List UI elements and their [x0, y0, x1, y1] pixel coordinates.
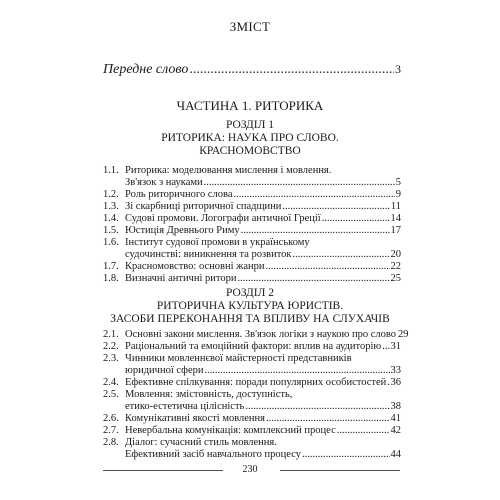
toc-entry — [103, 389, 401, 413]
part-title: ЧАСТИНА 1. РИТОРИКА — [176, 98, 324, 113]
entry-page: 41 — [390, 413, 401, 424]
toc-entry — [103, 201, 401, 213]
toc-entry — [103, 425, 401, 437]
toc-entry — [103, 377, 401, 389]
foreword-entry — [103, 62, 401, 78]
foreword-page: 3 — [395, 62, 401, 76]
entry-number: 2.4. — [103, 377, 119, 388]
dot-leader — [387, 377, 389, 389]
toc-entry — [103, 437, 401, 461]
entry-title-line: Комунікативні якості мовлення — [125, 413, 266, 424]
toc-entry — [103, 165, 401, 189]
entry-page: 38 — [390, 401, 401, 412]
entry-page: 17 — [390, 225, 401, 236]
entry-title-line: Основні закони мислення. Зв'язок логіки з наукою про слово — [125, 329, 397, 340]
entry-page: 5 — [395, 177, 401, 188]
dot-leader — [237, 273, 389, 285]
entry-number: 1.2. — [103, 189, 119, 200]
chapter1-title-line: КРАСНОМОВСТВО — [199, 145, 301, 157]
entry-number: 2.2. — [103, 341, 119, 352]
entry-title-line: Роль риторичного слова — [125, 189, 233, 200]
dot-leader — [233, 189, 394, 201]
entry-number: 1.4. — [103, 213, 119, 224]
chapter1-heading — [0, 119, 500, 158]
toc-entry — [103, 353, 401, 377]
toc-entry — [103, 273, 401, 285]
entry-title-line: етико-естетична цілісність — [125, 401, 245, 412]
chapter2-entries — [103, 329, 409, 461]
entry-title-line: Зв'язок з науками — [125, 177, 203, 188]
toc-entry — [103, 329, 409, 341]
entry-number: 2.3. — [103, 353, 119, 364]
entry-number: 2.8. — [103, 437, 119, 448]
entry-page: 25 — [390, 273, 401, 284]
foreword-label: Передне слово — [103, 62, 189, 77]
entry-page: 29 — [398, 329, 409, 340]
entry-title-line: Судові промови. Логографи античної Греції — [125, 213, 321, 224]
entry-page: 14 — [390, 213, 401, 224]
dot-leader — [241, 225, 390, 237]
entry-number: 2.7. — [103, 425, 119, 436]
entry-title-line: Риторика: моделювання мислення і мовлення. — [125, 165, 332, 176]
dot-leader — [204, 177, 395, 189]
toc-entry — [103, 341, 401, 353]
entry-number: 2.5. — [103, 389, 119, 400]
entry-title-line: Ефективний засіб навчального процесу — [125, 449, 301, 460]
entry-page: 11 — [390, 201, 401, 212]
dot-leader — [337, 425, 390, 437]
entry-title-line: юридичної сфери — [125, 365, 204, 376]
entry-page: 36 — [390, 377, 401, 388]
entry-title-line: Мовлення: змістовність, доступність, — [125, 389, 293, 400]
dot-leader — [266, 413, 389, 425]
entry-page: 20 — [390, 249, 401, 260]
entry-page: 33 — [390, 365, 401, 376]
chapter2-title-line: ЗАСОБИ ПЕРЕКОНАННЯ ТА ВПЛИВУ НА СЛУХАЧІВ — [110, 313, 390, 325]
entry-title-line: Невербальна комунікація: комплексний процес — [125, 425, 336, 436]
entry-title-line: Красномовство: основні жанри — [125, 261, 265, 272]
toc-entry — [103, 213, 401, 225]
dot-leader — [266, 261, 390, 273]
entry-title-line: Раціональний та емоційний фактори: вплив на аудиторію — [125, 341, 382, 352]
entry-number: 1.3. — [103, 201, 119, 212]
chapter1-title-line: РИТОРИКА: НАУКА ПРО СЛОВО. — [161, 132, 339, 144]
entry-number: 1.7. — [103, 261, 119, 272]
entry-title-line: судочинстві: виникнення та розвиток — [125, 249, 292, 260]
dot-leader — [293, 249, 390, 261]
chapter2-heading — [0, 287, 500, 326]
chapter1-label: РОЗДІЛ 1 — [226, 119, 274, 131]
entry-number: 1.8. — [103, 273, 119, 284]
chapter1-entries — [103, 165, 401, 285]
dot-leader — [282, 201, 389, 213]
toc-entry — [103, 237, 401, 261]
entry-number: 2.1. — [103, 329, 119, 340]
page-number: 230 — [242, 464, 258, 475]
entry-page: 22 — [390, 261, 401, 272]
entry-number: 1.6. — [103, 237, 119, 248]
entry-title-line: Чинники мовленнєвої майстерності представників — [125, 353, 352, 364]
entry-page: 31 — [390, 341, 401, 352]
footer-rule-right — [280, 470, 400, 471]
entry-title-line: Юстиція Древнього Риму — [125, 225, 240, 236]
entry-page: 9 — [395, 189, 401, 200]
dot-leader — [382, 341, 389, 353]
dot-leader — [322, 213, 390, 225]
entry-title-line: Діалог: сучасний стиль мовлення. — [125, 437, 277, 448]
page-title: ЗМІСТ — [229, 19, 271, 34]
toc-entry — [103, 189, 401, 201]
toc-entry — [103, 225, 401, 237]
chapter2-title-line: РИТОРИЧНА КУЛЬТУРА ЮРИСТІВ. — [156, 300, 344, 312]
dot-leader — [205, 365, 390, 377]
dot-leader — [245, 401, 389, 413]
entry-number: 2.6. — [103, 413, 119, 424]
entry-title-line: Ефективне спілкування: поради популярних особистостей — [125, 377, 387, 388]
entry-number: 1.5. — [103, 225, 119, 236]
toc-entry — [103, 413, 401, 425]
dot-leader — [302, 449, 390, 461]
entry-title-line: Зі скарбниці риторичної спадщини — [125, 201, 282, 212]
entry-number: 1.1. — [103, 165, 119, 176]
entry-page: 42 — [390, 425, 401, 436]
dot-leader — [189, 62, 394, 78]
entry-page: 44 — [390, 449, 401, 460]
entry-title-line: Інститут судової промови в українському — [125, 237, 310, 248]
chapter2-label: РОЗДІЛ 2 — [226, 287, 274, 299]
entry-title-line: Визначні античні ритори — [125, 273, 237, 284]
toc-entry — [103, 261, 401, 273]
